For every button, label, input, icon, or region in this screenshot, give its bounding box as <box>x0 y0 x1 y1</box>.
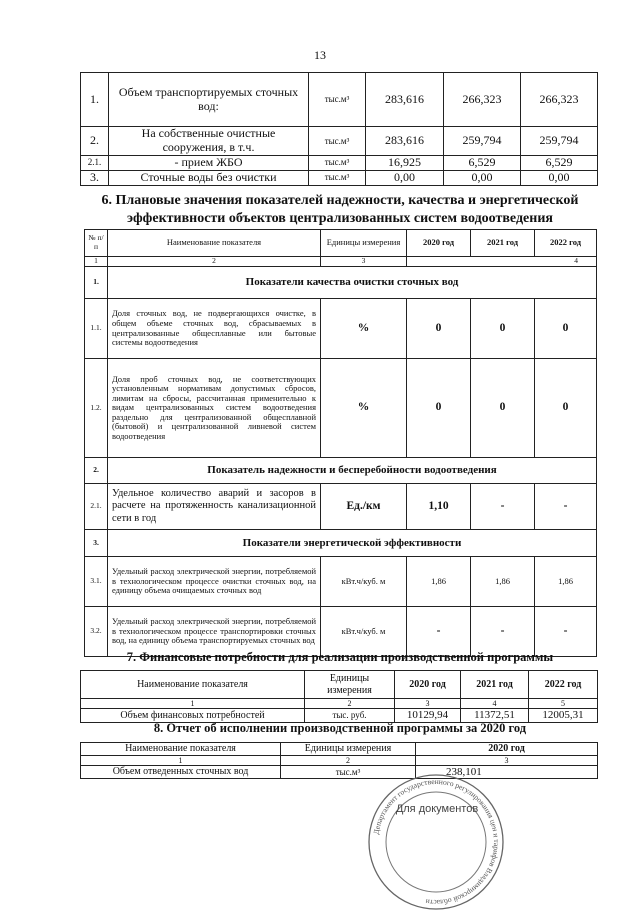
column-number: 2 <box>281 755 416 765</box>
unit-cell: тыс.м³ <box>309 127 366 156</box>
header-name: Наименование показателя <box>81 671 305 699</box>
value-cell: 0,00 <box>521 170 598 185</box>
unit-cell: тыс.м³ <box>309 170 366 185</box>
value-cell: 0 <box>407 299 471 359</box>
column-number: 2 <box>305 699 395 709</box>
value-cell: - <box>471 607 535 657</box>
column-numbering-row <box>85 257 597 267</box>
value-cell: - <box>407 607 471 657</box>
column-number: 3 <box>395 699 461 709</box>
column-number: 3 <box>321 257 407 267</box>
header-year-2021: 2021 год <box>471 230 535 257</box>
column-number: 2 <box>108 257 321 267</box>
column-number: 1 <box>81 699 305 709</box>
value-cell: 266,323 <box>521 73 598 127</box>
header-year-2020: 2020 год <box>407 230 471 257</box>
indicator-name: Удельное количество аварий и засоров в расчете на протяженность канализационной сети в год <box>108 484 321 530</box>
unit-cell: тыс.м³ <box>281 765 416 779</box>
value-cell: 1,86 <box>471 557 535 607</box>
row-number: 1.2. <box>85 359 108 458</box>
value-cell: 16,925 <box>366 155 444 170</box>
column-number: 1 <box>85 257 108 267</box>
section-title: Показатели качества очистки сточных вод <box>108 267 597 299</box>
table-row <box>85 607 597 657</box>
row-number: 3.2. <box>85 607 108 657</box>
program-report-table <box>80 742 598 779</box>
table-row <box>85 557 597 607</box>
value-cell: - <box>471 484 535 530</box>
row-number: 1.1. <box>85 299 108 359</box>
row-number: 2.1. <box>85 484 108 530</box>
unit-cell: кВт.ч/куб. м <box>321 607 407 657</box>
unit-cell: % <box>321 299 407 359</box>
unit-cell: Ед./км <box>321 484 407 530</box>
value-cell: 0 <box>535 299 597 359</box>
value-cell: 11372,51 <box>461 709 529 723</box>
header-unit: Единицы измерения <box>305 671 395 699</box>
header-name: Наименование показателя <box>81 743 281 756</box>
table-header-row <box>81 671 598 699</box>
indicator-name: Удельный расход электрической энергии, потребляемой в технологическом процессе транспортировки сточных вод, на единицу объема транспортируемых сточных вод <box>108 607 321 657</box>
header-name: Наименование показателя <box>108 230 321 257</box>
header-unit: Единицы измерения <box>321 230 407 257</box>
row-number: 3. <box>81 170 109 185</box>
column-number: 3 <box>416 755 598 765</box>
value-cell: - <box>535 484 597 530</box>
column-numbering-row <box>81 755 598 765</box>
unit-cell: тыс. руб. <box>305 709 395 723</box>
official-stamp <box>366 772 506 912</box>
value-cell: 0 <box>471 359 535 458</box>
section-number: 2. <box>85 458 108 484</box>
value-cell: 1,86 <box>535 557 597 607</box>
indicators-table <box>84 229 597 657</box>
section-row <box>85 267 597 299</box>
header-year-2022: 2022 год <box>529 671 598 699</box>
value-cell: 0 <box>471 299 535 359</box>
section-title: Показатель надежности и бесперебойности водоотведения <box>108 458 597 484</box>
section-7-heading: 7. Финансовые потребности для реализации производственной программы <box>126 650 554 664</box>
table-row <box>85 484 597 530</box>
page-number: 13 <box>314 48 326 62</box>
unit-cell: тыс.м³ <box>309 73 366 127</box>
table-row <box>85 299 597 359</box>
value-cell: 0 <box>535 359 597 458</box>
value-cell: 238,101 <box>416 765 598 779</box>
stamp-ring-text: Департамент государственного регулирования цен и тарифов Владимирской области <box>371 776 502 908</box>
row-number: 3.1. <box>85 557 108 607</box>
value-cell: 1,86 <box>407 557 471 607</box>
value-cell: 266,323 <box>444 73 521 127</box>
section-row <box>85 458 597 484</box>
value-cell: 283,616 <box>366 73 444 127</box>
header-year-2022: 2022 год <box>535 230 597 257</box>
column-number: 4 <box>461 699 529 709</box>
header-year-2020: 2020 год <box>416 743 598 756</box>
value-cell: 259,794 <box>521 127 598 156</box>
column-number: 1 <box>81 755 281 765</box>
indicator-name: - прием ЖБО <box>109 155 309 170</box>
value-cell: 0 <box>407 359 471 458</box>
header-number: № п/п <box>85 230 108 257</box>
indicator-name: Доля сточных вод, не подвергающихся очистке, в общем объеме сточных вод, сбрасываемых в централизованные общесплавные или бытовые системы водоотведения <box>108 299 321 359</box>
table-row <box>81 155 598 170</box>
column-numbering-row <box>81 699 598 709</box>
header-year-2020: 2020 год <box>395 671 461 699</box>
value-cell: 1,10 <box>407 484 471 530</box>
column-number: 4 <box>407 257 597 267</box>
value-cell: 283,616 <box>366 127 444 156</box>
value-cell: 0,00 <box>444 170 521 185</box>
table-row <box>85 359 597 458</box>
section-number: 1. <box>85 267 108 299</box>
value-cell: 6,529 <box>444 155 521 170</box>
header-year-2021: 2021 год <box>461 671 529 699</box>
section-number: 3. <box>85 530 108 557</box>
indicator-name: Объем транспортируемых сточных вод: <box>109 73 309 127</box>
row-number: 2.1. <box>81 155 109 170</box>
value-cell: 12005,31 <box>529 709 598 723</box>
table-row <box>81 73 598 127</box>
unit-cell: тыс.м³ <box>309 155 366 170</box>
transport-volume-table <box>80 72 598 186</box>
table-header-row <box>81 743 598 756</box>
indicator-name: Сточные воды без очистки <box>109 170 309 185</box>
row-number: 2. <box>81 127 109 156</box>
unit-cell: кВт.ч/куб. м <box>321 557 407 607</box>
table-row <box>81 765 598 779</box>
section-row <box>85 530 597 557</box>
indicator-name: Объем финансовых потребностей <box>81 709 305 723</box>
indicator-name: Объем отведенных сточных вод <box>81 765 281 779</box>
row-number: 1. <box>81 73 109 127</box>
header-unit: Единицы измерения <box>281 743 416 756</box>
indicator-name: Доля проб сточных вод, не соответствующих установленным нормативам допустимых сбросов, лимитам на сбросы, рассчитанная применительно к видам централизованных систем водоотведения раздельно для централизованной общесплавной (бытовой) и централизованной ливневой систем водоотведения <box>108 359 321 458</box>
indicator-name: На собственные очистные сооружения, в т.ч. <box>109 127 309 156</box>
table-header-row <box>85 230 597 257</box>
table-row <box>81 127 598 156</box>
column-number: 5 <box>529 699 598 709</box>
section-title: Показатели энергетической эффективности <box>108 530 597 557</box>
unit-cell: % <box>321 359 407 458</box>
value-cell: 10129,94 <box>395 709 461 723</box>
table-row <box>81 170 598 185</box>
value-cell: - <box>535 607 597 657</box>
value-cell: 6,529 <box>521 155 598 170</box>
section-6-heading: 6. Плановые значения показателей надежности, качества и энергетической эффективности объектов централизованных систем водоотведения <box>101 193 579 227</box>
indicator-name: Удельный расход электрической энергии, потребляемой в технологическом процессе очистки сточных вод, на единицу объема очищаемых сточных вод <box>108 557 321 607</box>
section-8-heading: 8. Отчет об исполнении производственной программы за 2020 год <box>153 721 527 735</box>
value-cell: 0,00 <box>366 170 444 185</box>
financial-needs-table <box>80 670 598 723</box>
stamp-label: Для документов <box>395 803 479 815</box>
value-cell: 259,794 <box>444 127 521 156</box>
